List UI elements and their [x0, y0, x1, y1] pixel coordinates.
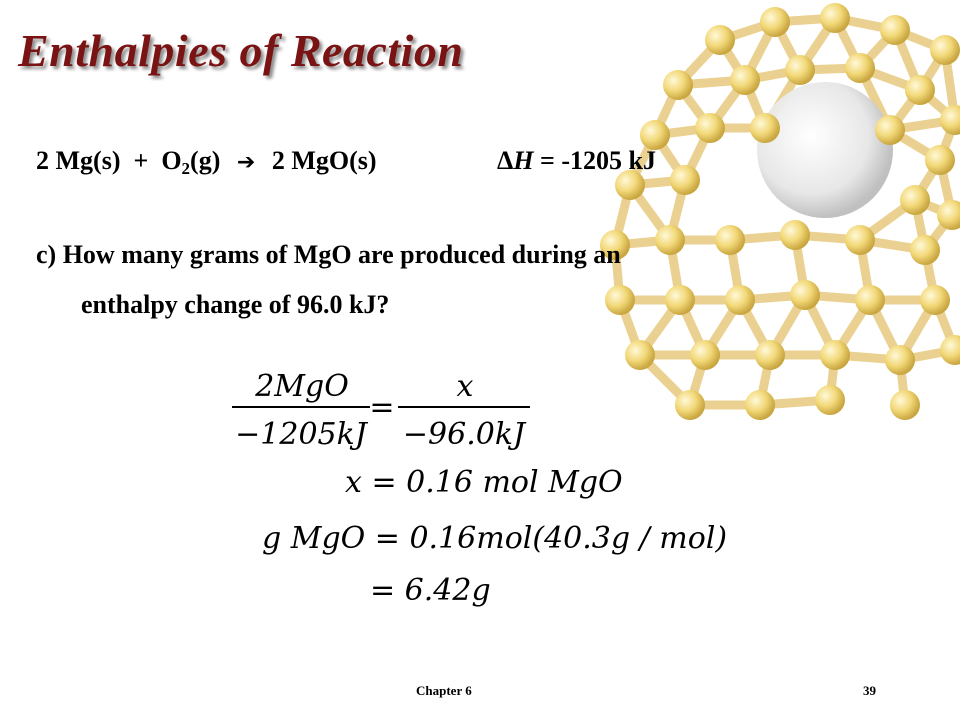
solution-line-mass: g MgO = 0.16mol(40.3g / mol)	[262, 521, 728, 556]
fraction-equals: =	[369, 390, 395, 425]
fraction-1-denominator: −1205kJ	[235, 417, 367, 452]
enthalpy-change: ΔH = -1205 kJ	[497, 146, 656, 175]
fraction-2-denominator: −96.0kJ	[402, 417, 526, 452]
question-line-2: enthalpy change of 96.0 kJ?	[81, 290, 390, 319]
fraction-2-numerator: x	[456, 369, 474, 404]
footer-chapter: Chapter 6	[416, 683, 472, 698]
plus-sign: +	[133, 146, 149, 175]
slide-title: Enthalpies of Reaction	[18, 25, 464, 76]
fraction-1-numerator: 2MgO	[255, 369, 349, 404]
question-line-1: c) How many grams of MgO are produced during an	[36, 240, 621, 269]
solution-line-answer: = 6.42g	[370, 573, 491, 608]
reactant-mg: 2 Mg(s)	[36, 146, 121, 175]
right-arrow-icon: ➔	[236, 150, 256, 175]
reactant-o2: $O_2(g)$	[161, 146, 221, 178]
solution-line-moles: x = 0.16 mol MgO	[345, 465, 623, 500]
product-mgo: 2 MgO(s)	[271, 146, 377, 175]
footer-page-number: 39	[863, 683, 876, 698]
